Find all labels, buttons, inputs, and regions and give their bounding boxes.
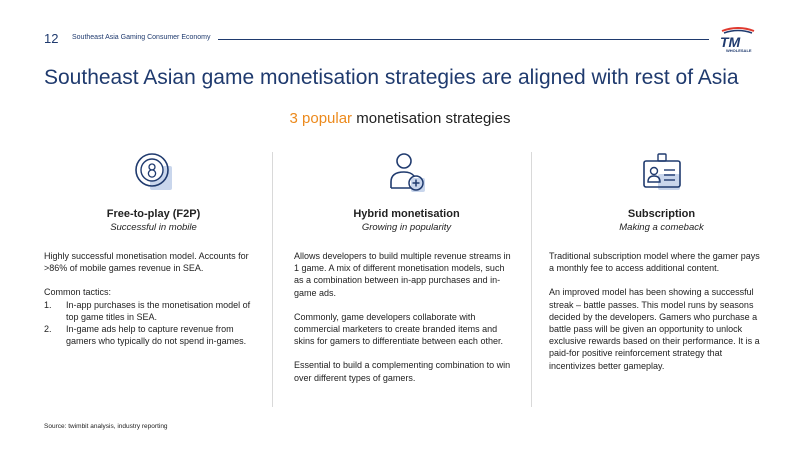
column-subscription: [554, 150, 769, 233]
subscription-body: [549, 250, 767, 384]
page-number: 12: [44, 31, 59, 46]
user-plus-icon: [385, 150, 429, 194]
column-f2p: [46, 150, 261, 233]
subtitle-rest: monetisation strategies: [356, 110, 511, 127]
hybrid-body: [294, 250, 512, 396]
paragraph: Traditional subscription model where the gamer pays a monthly fee to access additional content.: [549, 251, 760, 274]
list-text: In-app purchases is the monetisation model of top game titles in SEA.: [66, 299, 251, 322]
source-note: Source: twimbit analysis, industry reporting: [44, 423, 168, 430]
tactics-list: [44, 299, 259, 348]
f2p-body: [44, 250, 259, 347]
f2p-intro: Highly successful monetisation model. Accounts for >86% of mobile games revenue in SEA.: [44, 251, 249, 274]
id-card-icon: [640, 150, 684, 194]
paragraph: Essential to build a complementing combination to win over different types of gamers.: [294, 360, 511, 383]
subtitle-accent: 3 popular: [289, 110, 353, 127]
header-divider: [218, 39, 709, 40]
list-number: 2.: [44, 324, 52, 335]
list-text: In-game ads help to capture revenue from gamers who typically do not spend in-games.: [66, 324, 247, 347]
list-item: [44, 299, 259, 323]
list-item: [44, 323, 259, 347]
column-hybrid: [299, 150, 514, 233]
section-label: Southeast Asia Gaming Consumer Economy: [72, 34, 211, 41]
paragraph: An improved model has been showing a successful streak – battle passes. This model runs by seasons decided by the developers. Gamers who purchase a battle pass will be given an opportunity to unlock exclusive rewards based on their performance. It is a paid-for positive reinforcement strategy that incentivizes better gameplay.: [549, 287, 760, 371]
column-divider: [272, 152, 273, 407]
page-title: Southeast Asian game monetisation strategies are aligned with rest of Asia: [44, 66, 739, 89]
paragraph: Allows developers to build multiple revenue streams in 1 game. A mix of different monetisation models, such as a combination between in-app purchases and in-game ads.: [294, 251, 511, 298]
tactics-heading: Common tactics:: [44, 287, 112, 298]
section-subtitle: [0, 110, 800, 127]
paragraph: Commonly, game developers collaborate with commercial marketers to create branded items and skins for gamers to differentiate between each other.: [294, 311, 503, 347]
column-divider: [531, 152, 532, 407]
logo-subtext: WHOLESALE: [726, 48, 752, 53]
logo-text: TM: [720, 34, 741, 50]
list-number: 1.: [44, 299, 52, 310]
column-subtitle: Growing in popularity: [361, 222, 452, 233]
column-title: Subscription: [627, 208, 696, 220]
coin-icon: [132, 150, 176, 194]
column-title: Free-to-play (F2P): [106, 208, 201, 220]
column-title: Hybrid monetisation: [353, 208, 460, 220]
column-subtitle: Making a comeback: [619, 222, 704, 233]
column-subtitle: Successful in mobile: [110, 222, 197, 233]
